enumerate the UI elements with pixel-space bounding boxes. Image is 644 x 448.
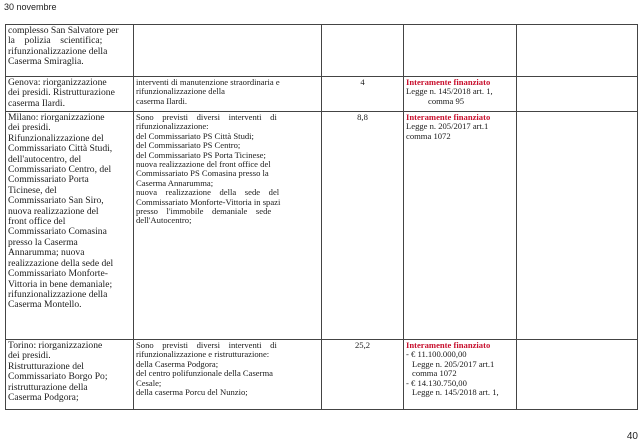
notes-cell <box>517 112 638 340</box>
notes-cell <box>517 25 638 77</box>
intervention-cell <box>134 25 322 77</box>
cell-line: rifunzionalizzazione della <box>136 87 225 97</box>
cell-line: Commissariato San Siro, <box>8 196 104 207</box>
table-row <box>6 112 638 340</box>
cell-line: rifunzionalizzazione: <box>136 122 209 132</box>
cell-line: caserma Ilardi. <box>8 98 65 109</box>
notes-cell <box>517 340 638 410</box>
cell-line: Legge n. 145/2018 art. 1, <box>412 388 499 398</box>
cell-line: ristrutturazione della <box>8 382 88 393</box>
cell-line: Legge n. 145/2018 art. 1, <box>406 87 493 97</box>
cell-line: Rifunzionalizzazione del <box>8 133 104 144</box>
cell-line: presso l'immobile demaniale sede <box>136 207 272 217</box>
amount-cell: 25,2 <box>322 340 404 410</box>
cell-line: Sono previsti diversi interventi di <box>136 113 277 122</box>
cell-line: - € 14.130.750,00 <box>406 379 514 388</box>
cell-line: realizzazione della sede del <box>8 258 114 269</box>
cell-line: dell'Autocentro; <box>136 216 192 226</box>
table-row <box>6 340 638 410</box>
cell-line: Commissariato PS Comasina presso la <box>136 169 269 179</box>
cell-line: della caserma Porcu del Nunzio; <box>136 388 248 398</box>
location-cell <box>6 25 134 77</box>
cell-line: Genova: riorganizzazione <box>8 78 107 88</box>
notes-cell <box>517 77 638 112</box>
cell-line: front office del <box>8 217 66 228</box>
location-cell <box>6 340 134 410</box>
cell-line: Caserma Annarumma; <box>136 178 214 188</box>
cell-line: rifunzionalizzazione della <box>8 289 108 300</box>
funding-status: Interamente finanziato <box>406 77 491 87</box>
cell-line: nuova realizzazione della sede del <box>136 188 280 198</box>
cell-line: Commissariato Città Studi, <box>8 144 113 155</box>
cell-line: dei presidi. <box>8 123 51 134</box>
cell-line: - € 11.100.000,00 <box>406 350 514 359</box>
cell-line: dei presidi. <box>8 351 51 362</box>
funding-cell <box>404 112 517 340</box>
cell-line: Caserma Smiraglia. <box>8 57 84 68</box>
cell-line: Commissariato Porta <box>8 175 89 186</box>
cell-line: Vittoria in bene demaniale; <box>8 279 113 290</box>
cell-line: Cesale; <box>136 378 162 388</box>
cell-line: interventi di manutenzione straordinaria e <box>136 78 280 87</box>
page-number: 40 <box>626 431 638 442</box>
cell-line: del centro polifunzionale della Caserma <box>136 369 273 379</box>
cell-line: rifunzionalizzazione della <box>8 46 108 57</box>
funding-cell <box>404 25 517 77</box>
cell-line: nuova realizzazione del <box>8 206 99 217</box>
page-header-date: 30 novembre <box>4 2 57 12</box>
cell-line: caserma Ilardi. <box>136 96 188 106</box>
funding-status: Interamente finanziato <box>406 340 491 350</box>
cell-line: Legge n. 205/2017 art.1 <box>406 122 489 132</box>
amount-cell <box>322 25 404 77</box>
cell-line: Commissariato Centro, del <box>8 165 112 176</box>
cell-line: la polizia scientifica; <box>8 36 103 47</box>
cell-line: presso la Caserma <box>8 237 78 248</box>
cell-line: Caserma Montello. <box>8 300 82 311</box>
cell-line: Sono previsti diversi interventi di <box>136 341 277 350</box>
cell-line: del Commissariato PS Città Studi; <box>136 131 254 141</box>
cell-line: del Commissariato PS Porta Ticinese; <box>136 150 266 160</box>
cell-line: Commissariato Monforte-Vittoria in spazi <box>136 197 281 207</box>
cell-line: Ristrutturazione del <box>8 361 84 372</box>
amount-cell: 8,8 <box>322 112 404 340</box>
cell-line: rifunzionalizzazione e ristrutturazione: <box>136 350 270 360</box>
cell-line: dell'autocentro, del <box>8 154 82 165</box>
funding-status: Interamente finanziato <box>406 112 491 122</box>
location-cell <box>6 112 134 340</box>
amount-cell: 4 <box>322 77 404 112</box>
cell-line: comma 1072 <box>406 131 451 141</box>
intervention-cell <box>134 77 322 112</box>
cell-line: complesso San Salvatore per <box>8 26 119 36</box>
funding-cell <box>404 77 517 112</box>
cell-line: Annarumma; nuova <box>8 248 85 259</box>
intervention-cell <box>134 340 322 410</box>
cell-line: Commissariato Borgo Po; <box>8 372 108 383</box>
cell-line: del Commissariato PS Centro; <box>136 141 241 151</box>
intervention-cell <box>134 112 322 340</box>
cell-line: nuova realizzazione del front office del <box>136 160 271 170</box>
table-row <box>6 77 638 112</box>
cell-line: Commissariato Comasina <box>8 227 107 238</box>
cell-line: Torino: riorganizzazione <box>8 341 103 351</box>
cell-line: Commissariato Monforte- <box>8 269 108 280</box>
cell-line: Legge n. 205/2017 art.1 <box>412 359 495 369</box>
cell-line: Milano: riorganizzazione <box>8 113 105 123</box>
cell-line: dei presidi. Ristrutturazione <box>8 88 115 99</box>
location-cell <box>6 77 134 112</box>
table-row <box>6 25 638 77</box>
cell-line: della Caserma Podgora; <box>136 359 219 369</box>
cell-line: comma 95 <box>428 96 465 106</box>
cell-line: Caserma Podgora; <box>8 393 79 404</box>
funding-cell <box>404 340 517 410</box>
cell-line: Ticinese, del <box>8 185 57 196</box>
cell-line: comma 1072 <box>412 369 457 379</box>
works-table <box>5 24 638 410</box>
